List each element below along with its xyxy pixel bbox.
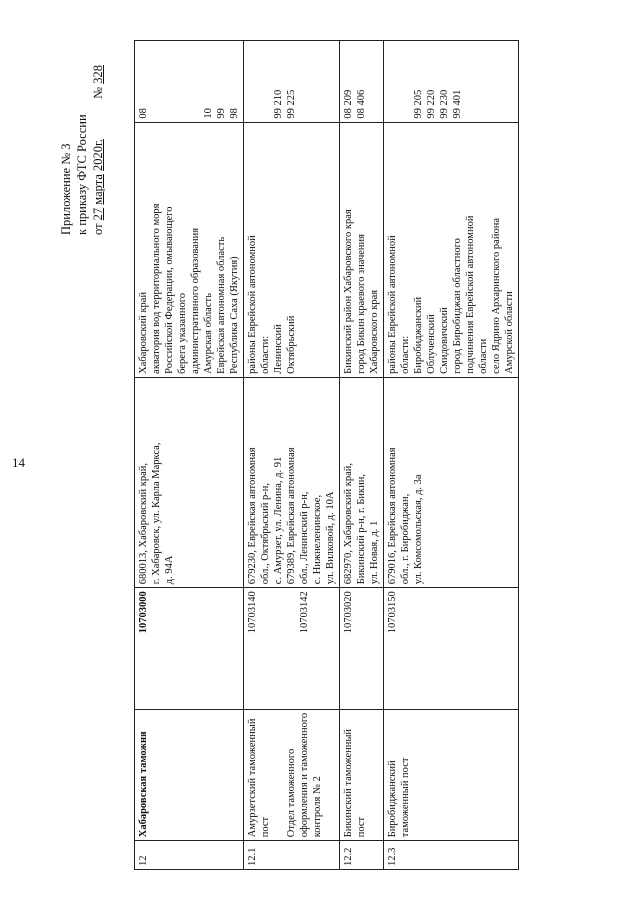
okato-line [163, 44, 176, 119]
zone-line: Еврейская автономная область [216, 236, 227, 374]
zone-line: город Биробиджан областного [452, 238, 463, 374]
order-number: 328 [91, 65, 105, 84]
address-line: 680013, Хабаровский край, [138, 462, 149, 585]
customs-name-text: таможенный пост [400, 757, 411, 838]
okato-line [386, 44, 399, 119]
table-row [244, 41, 340, 870]
zone-line: село Ядрино Архаринского района [491, 218, 502, 374]
customs-subdivision-text: контроля № 2 [312, 776, 323, 838]
customs-address [384, 377, 519, 587]
zone-line: области: [400, 335, 411, 374]
customs-name-text: пост [260, 816, 271, 838]
okato-line: 99 210 [273, 89, 284, 119]
okato-codes [244, 41, 340, 123]
address-line: д. 94А [164, 555, 175, 585]
row-number: 12.3 [384, 841, 519, 870]
page-content [20, 20, 620, 880]
zone-line: подчинения Еврейской автономной [465, 215, 476, 374]
okato-line [259, 44, 272, 119]
address-line: 679230, Еврейская автономная [247, 447, 258, 585]
address-line: с. Нижнеленинское, [312, 494, 323, 585]
zone-line: Хабаровский край [138, 291, 149, 374]
okato-line [150, 44, 163, 119]
customs-name [244, 709, 340, 840]
address-line: с. Амурзет, ул. Ленина, д. 91 [273, 456, 284, 585]
address-line: обл., Октябрьский р-н, [260, 482, 271, 585]
zone-line: районы Еврейской автономной [387, 235, 398, 374]
customs-name [340, 709, 384, 840]
customs-subdivision-text: Отдел таможенного [286, 748, 297, 838]
okato-line [176, 44, 189, 119]
document-header [58, 15, 106, 235]
customs-address [135, 377, 244, 587]
order-number-label: № [91, 86, 105, 99]
customs-name-text: Бикинский таможенный [343, 728, 354, 838]
okato-codes [340, 41, 384, 123]
page-number: 14 [12, 455, 25, 470]
customs-code: 10703000 [135, 588, 244, 710]
zone-line: Амурской области [504, 291, 515, 374]
activity-zone [135, 122, 244, 377]
okato-codes [384, 41, 519, 123]
zone-line: области: [260, 335, 271, 374]
address-line: ул. Новая, д. 1 [369, 520, 380, 585]
okato-line: 99 220 [426, 89, 437, 119]
address-line: ул. Комсомольская, д. 3а [413, 474, 424, 585]
spacer [259, 591, 272, 706]
okato-line: 99 [216, 108, 227, 119]
address-line: г. Хабаровск, ул. Карла Маркса, [151, 442, 162, 585]
zone-line: Облученский [426, 314, 437, 374]
okato-line: 08 209 [343, 89, 354, 119]
customs-code: 10703020 [340, 588, 384, 710]
address-line: Бикинский р-н, г. Бикин, [356, 474, 367, 585]
okato-line: 99 205 [413, 89, 424, 119]
customs-code: 10703150 [384, 588, 519, 710]
zone-line: город Бикин краевого значения [356, 234, 367, 374]
customs-name [384, 709, 519, 840]
zone-line: Ленинский [273, 324, 284, 374]
zone-line: Октябрьский [286, 315, 297, 374]
customs-name-text: Хабаровская таможня [138, 731, 149, 838]
okato-line [189, 44, 202, 119]
customs-subdivision-text: оформления и таможенного [299, 712, 310, 838]
date-prefix: от [91, 223, 105, 235]
customs-name-text: Биробиджанский [387, 760, 398, 838]
zone-line: Республика Саха (Якутия) [229, 256, 240, 374]
table-row [340, 41, 384, 870]
activity-zone [340, 122, 384, 377]
zone-line: Смидовичский [439, 307, 450, 374]
okato-line: 10 [203, 108, 214, 119]
okato-line: 98 [229, 108, 240, 119]
zone-line: Биробиджанский [413, 296, 424, 374]
zone-line: акватория вод территориального моря [151, 203, 162, 374]
customs-address [340, 377, 384, 587]
table-row [384, 41, 519, 870]
customs-name-text: Амурзетский таможенный [247, 718, 258, 838]
okato-codes [135, 41, 244, 123]
okato-line: 08 406 [356, 89, 367, 119]
spacer [272, 591, 285, 706]
okato-line: 99 401 [452, 89, 463, 119]
customs-name-text: пост [356, 816, 367, 838]
zone-line: Российской Федерации, омывающего [164, 206, 175, 374]
okato-line: 99 230 [439, 89, 450, 119]
spacer [285, 591, 298, 706]
row-number: 12 [135, 841, 244, 870]
customs-name [135, 709, 244, 840]
address-line: 679389, Еврейская автономная [286, 447, 297, 585]
address-line: обл., г. Биробиджан, [400, 493, 411, 585]
header-date-line [90, 15, 106, 235]
address-line: ул. Вилковой, д. 10А [325, 491, 336, 585]
address-line: 682970, Хабаровский край, [343, 462, 354, 585]
okato-line: 08 [138, 108, 149, 119]
address-line: обл., Ленинский р-н, [299, 491, 310, 585]
okato-line: 99 225 [286, 89, 297, 119]
zone-line: берега указанного [177, 293, 188, 374]
okato-line [399, 44, 412, 119]
okato-line [246, 44, 259, 119]
spacer [272, 713, 285, 837]
customs-table [134, 40, 519, 870]
row-number: 12.1 [244, 841, 340, 870]
zone-line: районы Еврейской автономной [247, 235, 258, 374]
date-month: марта [91, 174, 105, 205]
activity-zone [244, 122, 340, 377]
zone-line: Амурская область [203, 293, 214, 374]
customs-code: 10703140 10703142 [244, 588, 340, 710]
zone-line: административного образования [190, 227, 201, 374]
header-line-2: к приказу ФТС России [75, 114, 89, 235]
header-line-1: Приложение № 3 [59, 143, 73, 235]
address-line: 679016, Еврейская автономная [387, 447, 398, 585]
date-year: 2020г. [91, 139, 105, 171]
zone-line: Хабаровского края [369, 289, 380, 374]
activity-zone [384, 122, 519, 377]
row-number: 12.2 [340, 841, 384, 870]
customs-code-2: 10703142 [299, 591, 310, 634]
customs-address [244, 377, 340, 587]
date-day: 27 [91, 207, 105, 221]
zone-line: области [478, 338, 489, 374]
table-row [135, 41, 244, 870]
zone-line: Бикинский район Хабаровского края [343, 209, 354, 374]
